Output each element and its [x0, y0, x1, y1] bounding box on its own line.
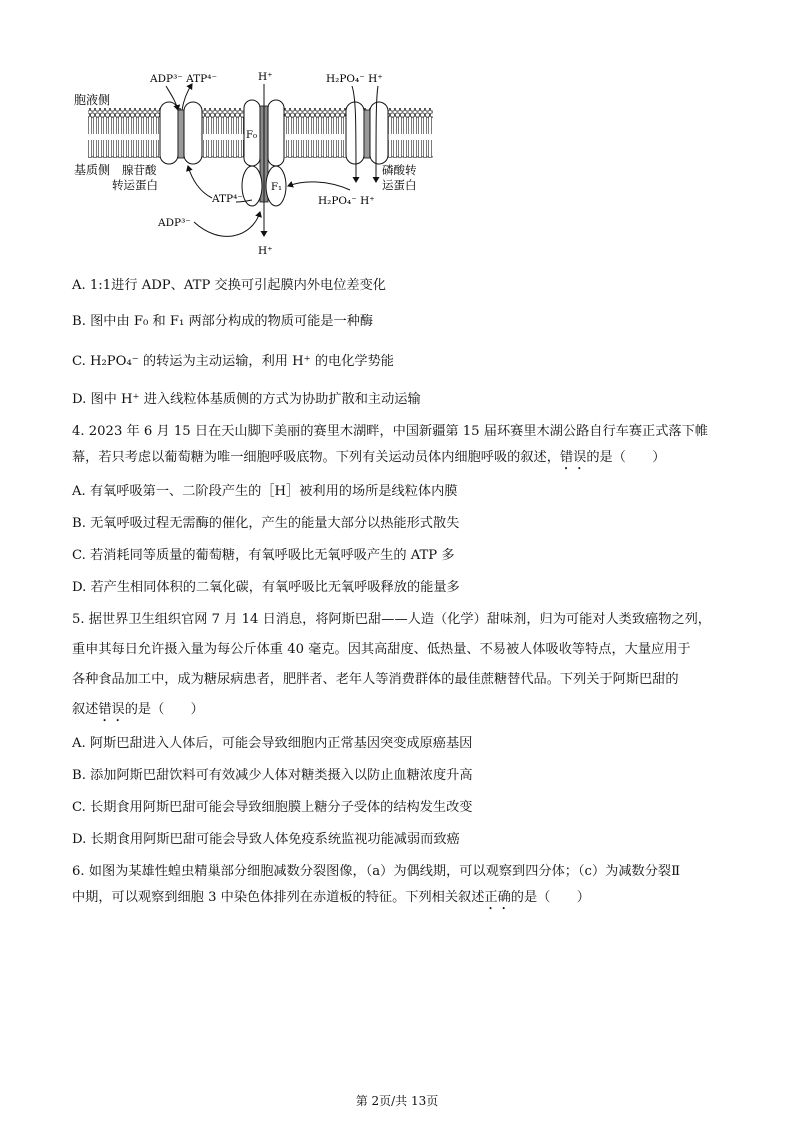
f0-label: F₀	[246, 130, 257, 141]
q4-option-a: A. 有氧呼吸第一、二阶段产生的［H］被利用的场所是线粒体内膜	[72, 484, 458, 499]
q5-option-a: A. 阿斯巴甜进入人体后，可能会导致细胞内正常基因突变成原癌基因	[72, 736, 473, 751]
atp-to-transporter-arrow	[188, 166, 212, 198]
matrix-side-label: 基质侧	[74, 163, 111, 177]
q4-option-d: D. 若产生相同体积的二氧化碳，有氧呼吸比无氧呼吸释放的能量多	[72, 580, 460, 595]
phosphate-transporter-label-2: 运蛋白	[382, 178, 417, 192]
phosphate-to-synthase-arrow	[288, 182, 350, 190]
q3-option-c: C. H₂PO₄⁻ 的转运为主动运输，利用 H⁺ 的电化学势能	[72, 354, 394, 369]
q6-emphasis: 正确	[484, 890, 511, 905]
adp-matrix-label: ADP³⁻	[158, 217, 191, 229]
adenine-transporter-label-2: 转运蛋白	[112, 178, 158, 192]
q6-stem-line1: 6. 如图为某雄性蝗虫精巢部分细胞减数分裂图像，（a）为偶线期，可以观察到四分体；（c）为减数分裂Ⅱ	[72, 864, 681, 879]
q5-emphasis: 错误	[98, 702, 125, 717]
q5-stem-line2: 重申其每日允许摄入量为每公斤体重 40 毫克。因其高甜度、低热量、不易被人体吸收等特点，大量应用于	[72, 642, 691, 657]
phosphate-transporter-label-1: 磷酸转	[382, 163, 417, 177]
adp-to-synthase-arrow	[194, 212, 260, 236]
adenine-transporter-label-1: 腺苷酸	[122, 163, 157, 177]
h2po4-matrix-label: H₂PO₄⁻ H⁺	[318, 195, 375, 207]
h-bottom-label: H⁺	[258, 245, 273, 257]
q5-option-b: B. 添加阿斯巴甜饮料可有效减少人体对糖类摄入以防止血糖浓度升高	[72, 768, 473, 783]
q4-stem-line2: 幕，若只考虑以葡萄糖为唯一细胞呼吸底物。下列有关运动员体内细胞呼吸的叙述，错误的是（ ）	[72, 450, 666, 465]
mitochondrial-membrane-diagram	[60, 62, 440, 270]
q5-option-d: D. 长期食用阿斯巴甜可能会导致人体免疫系统监视功能减弱而致癌	[72, 832, 460, 847]
phosphate-transporter	[346, 102, 388, 164]
adenine-nucleotide-transporter	[160, 102, 202, 164]
q5-stem-line4: 叙述错误的是（ ）	[72, 702, 204, 717]
h-top-label: H⁺	[258, 71, 273, 83]
q3-option-b: B. 图中由 F₀ 和 F₁ 两部分构成的物质可能是一种酶	[72, 314, 374, 329]
cytosol-side-label: 胞液侧	[74, 93, 111, 107]
top-right-labels: H₂PO₄⁻ H⁺	[326, 73, 383, 85]
f1-label: F₁	[271, 182, 282, 193]
q4-stem-line1: 4. 2023 年 6 月 15 日在天山脚下美丽的赛里木湖畔，中国新疆第 15 届环赛里木湖公路自行车赛正式落下帷	[72, 424, 708, 439]
q5-stem-line3: 各种食品加工中，成为糖尿病患者，肥胖者、老年人等消费群体的最佳蔗糖替代品。下列关于阿斯巴甜的	[72, 672, 679, 687]
page-footer: 第 2页/共 13页	[355, 1094, 439, 1108]
q4-emphasis: 错误	[559, 450, 587, 465]
q3-option-d: D. 图中 H⁺ 进入线粒体基质侧的方式为协助扩散和主动运输	[72, 392, 421, 407]
q5-stem-line1: 5. 据世界卫生组织官网 7 月 14 日消息，将阿斯巴甜——人造（化学）甜味剂，归为可能对人类致癌物之列，	[72, 612, 711, 627]
q3-option-a: A. 1:1进行 ADP、ATP 交换可引起膜内外电位差变化	[72, 278, 386, 293]
q6-stem-line2: 中期，可以观察到细胞 3 中染色体排列在赤道板的特征。下列相关叙述正确的是（ ）	[72, 890, 590, 905]
q4-option-b: B. 无氧呼吸过程无需酶的催化，产生的能量大部分以热能形式散失	[72, 516, 460, 531]
q5-option-c: C. 长期食用阿斯巴甜可能会导致细胞膜上糖分子受体的结构发生改变	[72, 800, 473, 815]
top-left-labels: ADP³⁻ ATP⁴⁻	[150, 73, 217, 85]
q4-option-c: C. 若消耗同等质量的葡萄糖，有氧呼吸比无氧呼吸产生的 ATP 多	[72, 548, 455, 563]
atp-matrix-label: ATP⁴⁻	[212, 193, 243, 205]
